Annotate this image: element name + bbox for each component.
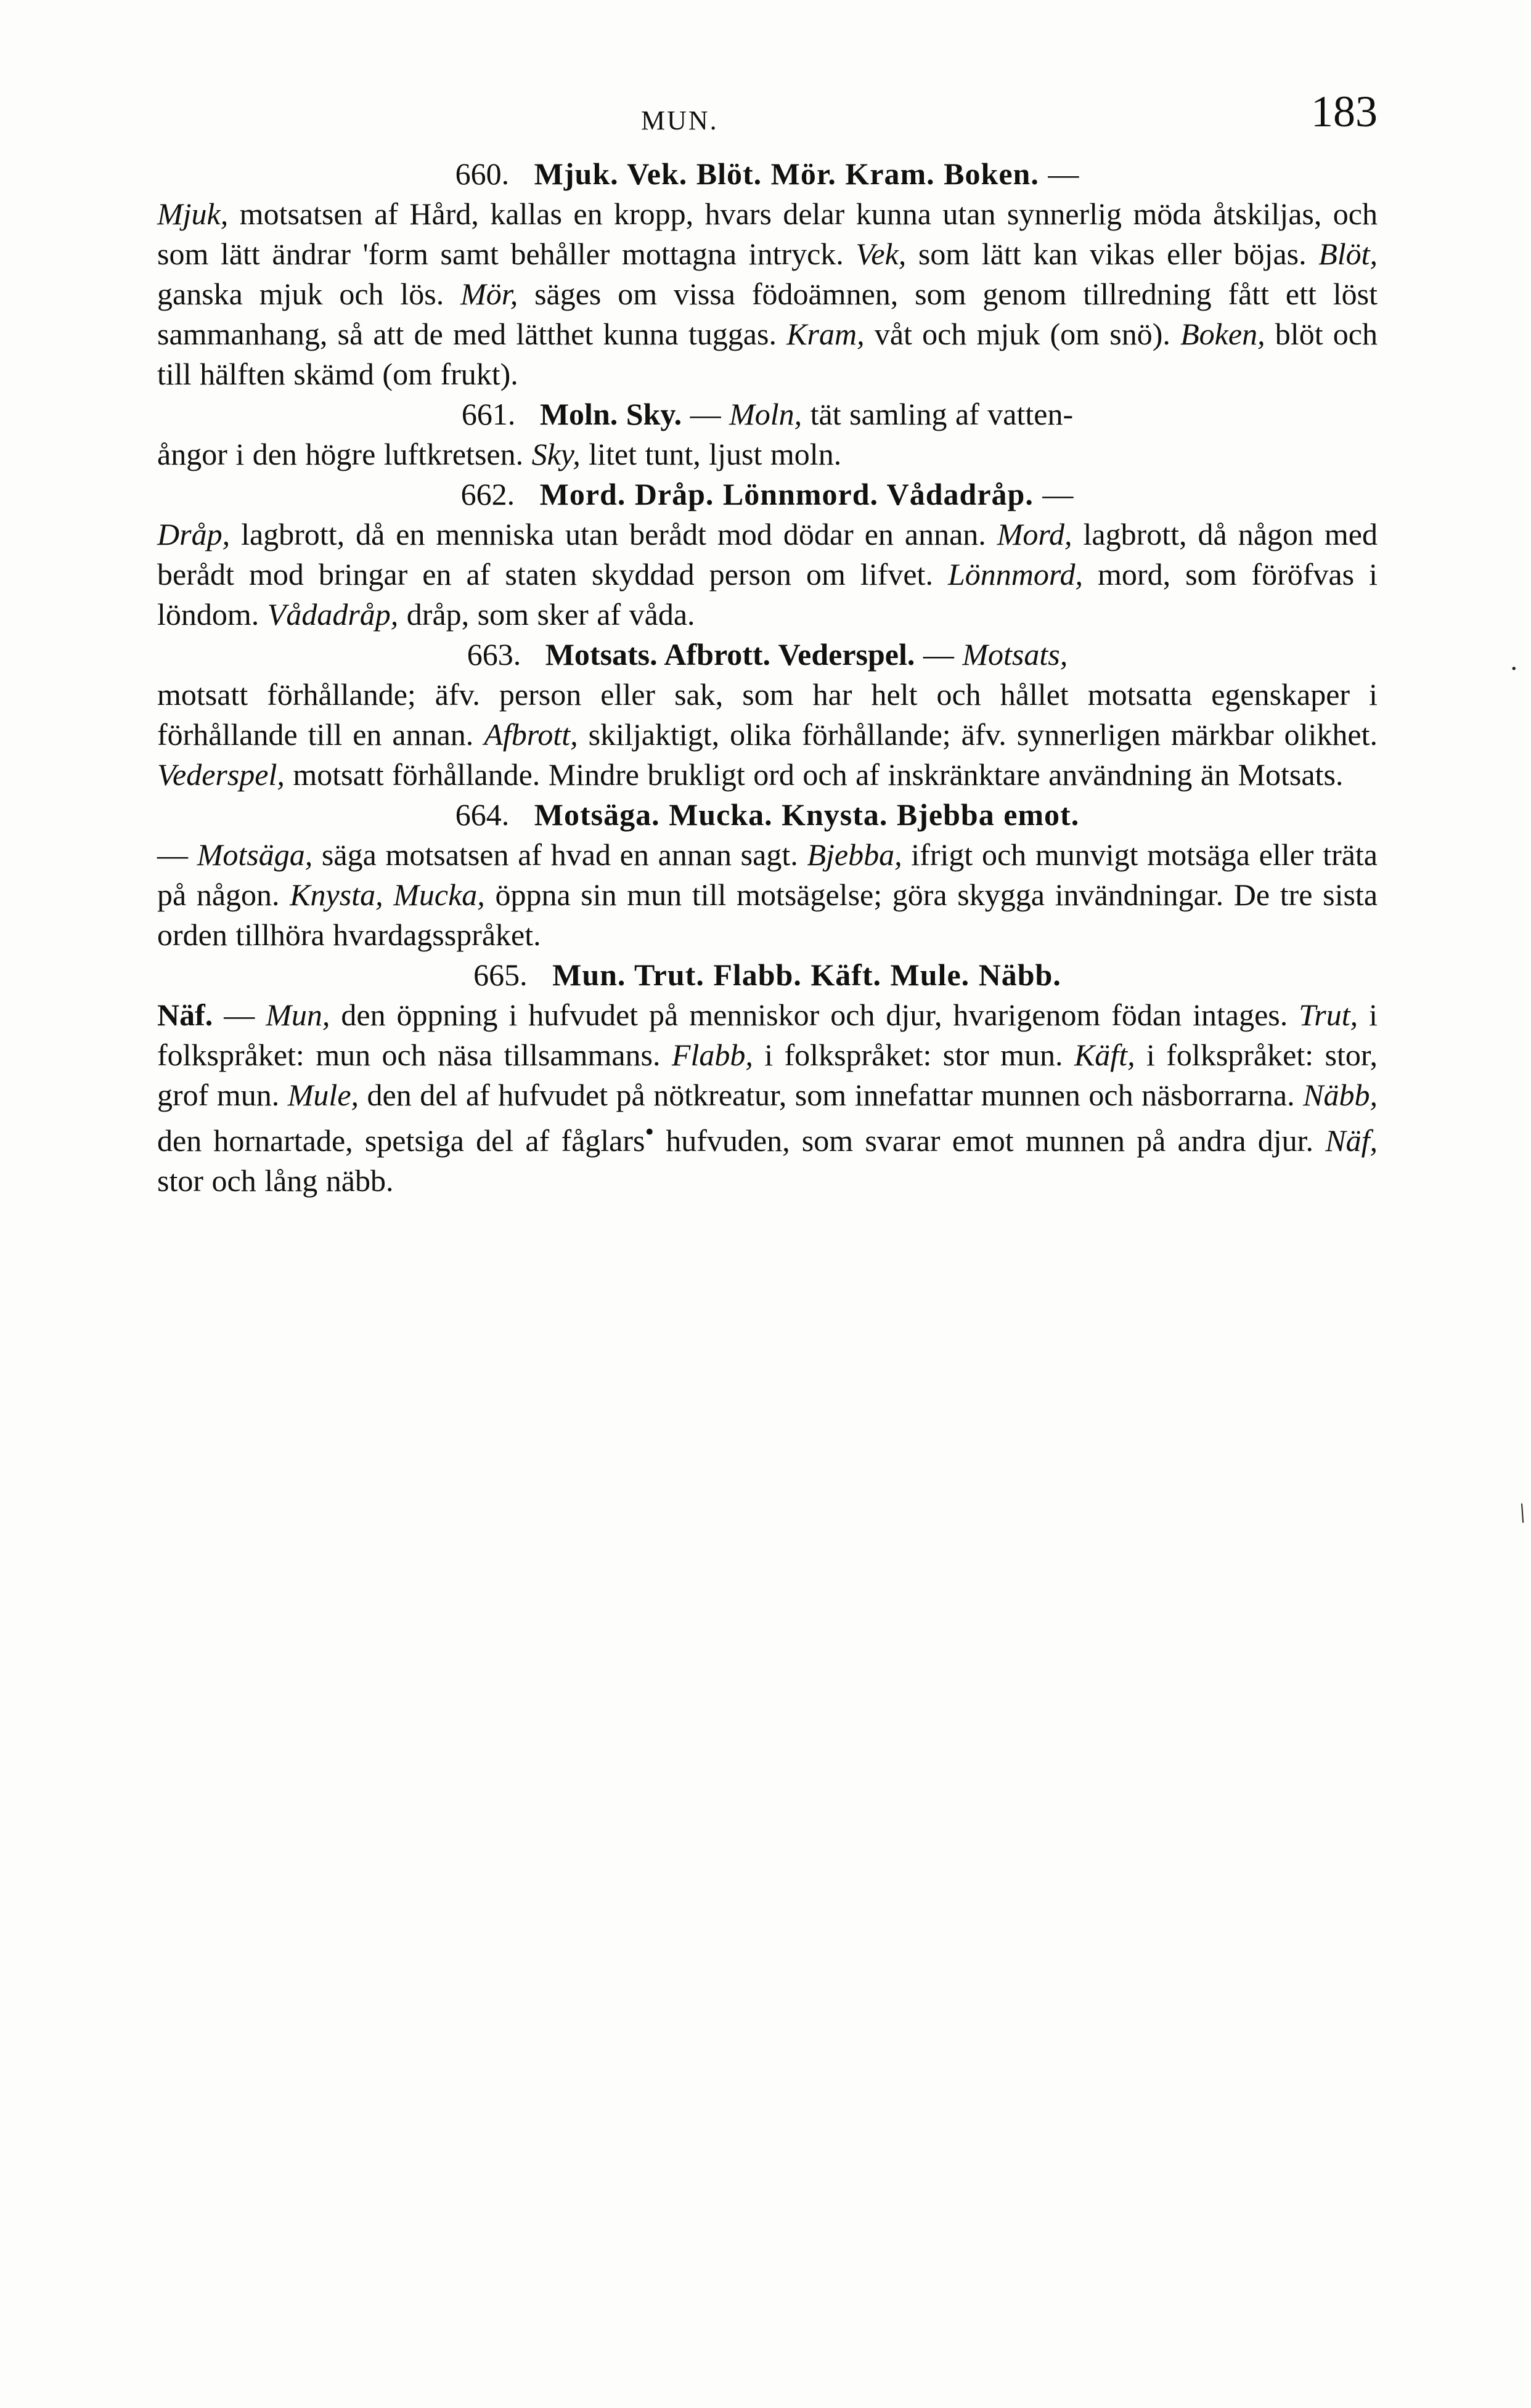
entry-definition-inline: 663. Motsats. Afbrott. Vederspel. — Motsats, motsatt förhållande; äfv. person eller sak, som har helt och hållet motsatta egenskaper i förhållande till en annan. Afbrott, skiljaktigt, olika förhållande; äfv. synnerligen märkbar olikhet. Vederspel, motsatt förhållande. Mindre brukligt ord och af inskränktare användning än Motsats. xyxy=(157,635,1378,795)
entry-heading xyxy=(157,795,1378,835)
entry-number: 665. xyxy=(473,958,528,992)
page-content xyxy=(157,86,1378,1201)
page-number: 183 xyxy=(1311,87,1378,136)
page-header xyxy=(157,86,1378,154)
entry-number: 660. xyxy=(455,157,510,191)
entry-number: 663. xyxy=(467,637,521,672)
entry-headwords: Motsäga. Mucka. Knysta. Bjebba emot. xyxy=(534,797,1080,832)
body-text xyxy=(157,154,1378,1201)
entry-headwords: Mjuk. Vek. Blöt. Mör. Kram. Boken. xyxy=(534,157,1039,191)
entry-headwords: Mord. Dråp. Lönnmord. Vådadråp. xyxy=(539,477,1034,511)
entry-headwords: Moln. Sky. xyxy=(539,397,682,431)
dictionary-entry-663 xyxy=(157,635,1378,795)
entry-definition-text: Mun, den öppning i hufvudet på menniskor och djur, hvarigenom födan intages. Trut, i folkspråket: mun och näsa tillsammans. Flabb, i folkspråket: stor mun. Käft, i folkspråket: stor, grof mun. Mule, den del af hufvudet på nötkreatur, som innefattar munnen och näsborrarna. Näbb, den hornartade, spetsiga del af fåglars• hufvuden, som svarar emot munnen på andra djur. Näf, stor och lång näbb. xyxy=(157,998,1378,1198)
entry-number: 664. xyxy=(455,797,510,832)
entry-continuation-headword: Näf. xyxy=(157,998,213,1032)
entry-dash: — xyxy=(157,837,188,872)
entry-definition-inline: 661. Moln. Sky. — Moln, tät samling af vatten- ångor i den högre luftkretsen. Sky, litet tunt, ljust moln. xyxy=(157,394,1378,474)
entry-definition-rest: motsatt förhållande; äfv. person eller sak, som har helt och hållet motsatta egenskaper i förhållande till en annan. Afbrott, skiljaktigt, olika förhållande; äfv. synnerligen märkbar olikhet. Vederspel, motsatt förhållande. Mindre brukligt ord och af inskränktare användning än Motsats. xyxy=(157,677,1378,792)
dictionary-entry-662 xyxy=(157,474,1378,635)
entry-dash: — xyxy=(224,998,255,1032)
entry-dash: — xyxy=(690,397,721,431)
entry-definition: Mjuk, motsatsen af Hård, kallas en kropp, hvars delar kunna utan synnerlig möda åtskiljas, och som lätt ändrar 'form samt behåller mottagna intryck. Vek, som lätt kan vikas eller böjas. Blöt, ganska mjuk och lös. Mör, säges om vissa födoämnen, som genom tillredning fått ett löst sammanhang, så att de med lätthet kunna tuggas. Kram, våt och mjuk (om snö). Boken, blöt och till hälften skämd (om frukt). xyxy=(157,197,1378,391)
entry-definition-rest: ångor i den högre luftkretsen. Sky, litet tunt, ljust moln. xyxy=(157,437,842,471)
dictionary-entry-664 xyxy=(157,795,1378,955)
dictionary-entry-660 xyxy=(157,154,1378,394)
margin-tick-mark: \ xyxy=(1514,1497,1530,1529)
entry-dash: — xyxy=(1048,157,1080,191)
entry-definition xyxy=(157,835,1378,955)
entry-headwords: Mun. Trut. Flabb. Käft. Mule. Näbb. xyxy=(552,958,1061,992)
margin-dot-mark: . xyxy=(1510,645,1517,676)
entry-heading xyxy=(157,955,1378,995)
entry-definition xyxy=(157,995,1378,1201)
entry-definition-text: Motsäga, säga motsatsen af hvad en annan sagt. Bjebba, ifrigt och munvigt motsäga eller träta på någon. Knysta, Mucka, öppna sin mun till motsägelse; göra skygga invändningar. De tre sista orden tillhöra hvardagsspråket. xyxy=(157,837,1378,952)
dictionary-entry-665 xyxy=(157,955,1378,1201)
entry-definition: Dråp, lagbrott, då en menniska utan berådt mod dödar en annan. Mord, lagbrott, då någon med berådt mod bringar en af staten skyddad person om lifvet. Lönnmord, mord, som föröfvas i löndom. Vådadråp, dråp, som sker af våda. xyxy=(157,517,1378,632)
entry-heading xyxy=(157,474,1378,515)
entry-heading xyxy=(157,154,1378,194)
entry-headwords: Motsats. Afbrott. Vederspel. xyxy=(545,637,915,672)
dictionary-entry-661 xyxy=(157,394,1378,474)
running-head: MUN. xyxy=(641,105,719,136)
entry-number: 661. xyxy=(461,397,516,431)
entry-number: 662. xyxy=(460,477,515,511)
entry-dash: — xyxy=(923,637,954,672)
entry-dash: — xyxy=(1042,477,1074,511)
